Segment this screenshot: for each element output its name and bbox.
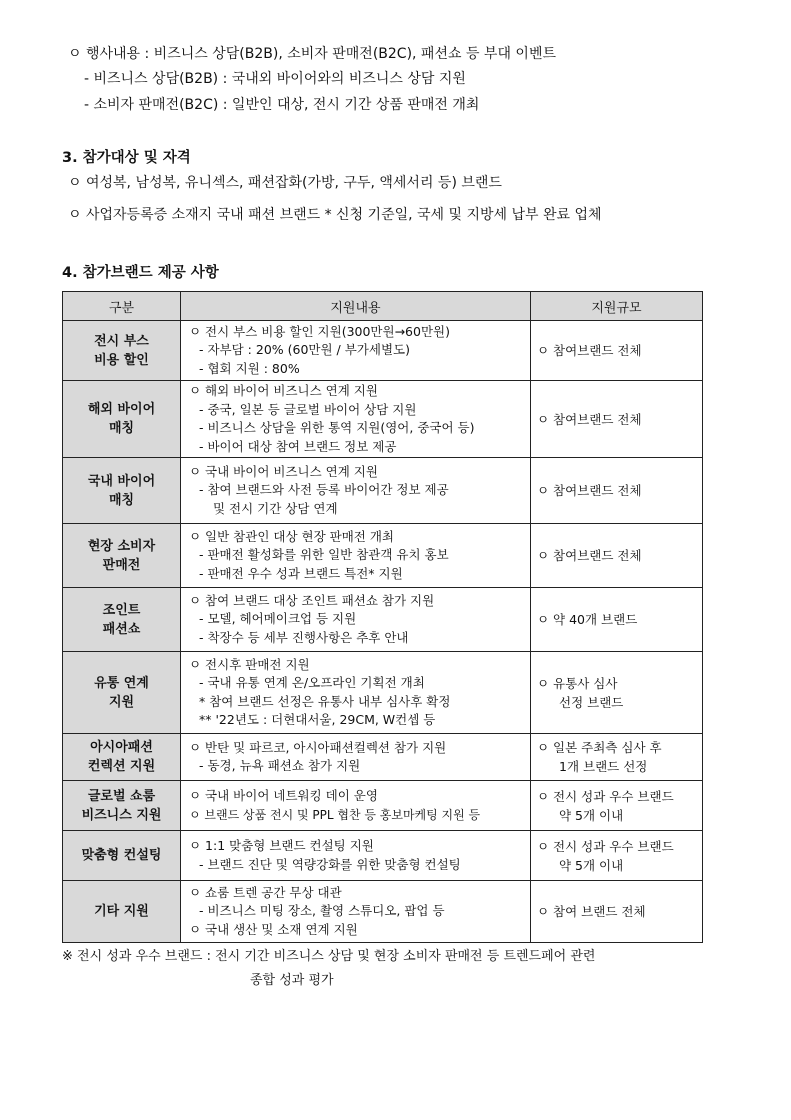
- content-line: ㅇ 1:1 맞춤형 브랜드 컨설팅 지원: [189, 838, 374, 853]
- scale-line: ㅇ 참여브랜드 전체: [537, 343, 642, 358]
- content-line: ㅇ 브랜드 상품 전시 및 PPL 협찬 등 홍보마케팅 지원 등: [189, 807, 481, 822]
- scale-line: 약 5개 이내: [559, 857, 624, 873]
- event-content-line: ㅇ 행사내용 : 비즈니스 상담(B2B), 소비자 판매전(B2C), 패션쇼 등 부대 이벤트: [68, 46, 556, 62]
- table-row: [63, 524, 703, 588]
- b2c-line: - 소비자 판매전(B2C) : 일반인 대상, 전시 기간 상품 판매전 개최: [84, 97, 480, 113]
- table-row: [63, 458, 703, 524]
- content-line: - 참여 브랜드와 사전 등록 바이어간 정보 제공: [199, 482, 449, 498]
- scale-line: ㅇ 참여브랜드 전체: [537, 483, 642, 498]
- row-content: [181, 734, 531, 781]
- content-line: ㅇ 국내 생산 및 소재 연계 지원: [189, 921, 358, 937]
- row-category: 맞춤형 컨설팅: [63, 831, 181, 881]
- row-content: [181, 524, 531, 588]
- content-line: - 자부담 : 20% (60만원 / 부가세별도): [199, 342, 410, 358]
- header-scale: 지원규모: [531, 292, 703, 321]
- row-scale: [531, 781, 703, 831]
- content-line: - 바이어 대상 참여 브랜드 정보 제공: [199, 438, 397, 454]
- row-scale: [531, 588, 703, 652]
- scale-line: ㅇ 약 40개 브랜드: [537, 612, 638, 627]
- table-row: [63, 831, 703, 881]
- footnote-line-2: 종합 성과 평가: [250, 973, 334, 988]
- scale-line: ㅇ 일본 주최측 심사 후: [537, 740, 662, 755]
- content-line: - 브랜드 진단 및 역량강화를 위한 맞춤형 컨설팅: [199, 856, 461, 872]
- row-scale: [531, 321, 703, 381]
- row-scale: [531, 881, 703, 943]
- content-line: - 비즈니스 미팅 장소, 촬영 스튜디오, 팝업 등: [199, 903, 445, 919]
- content-line: - 판매전 우수 성과 브랜드 특전* 지원: [199, 565, 403, 581]
- row-scale: [531, 734, 703, 781]
- content-line: ㅇ 해외 바이어 비즈니스 연계 지원: [189, 383, 378, 398]
- header-category: 구분: [63, 292, 181, 321]
- content-line: ㅇ 전시후 판매전 지원: [189, 656, 310, 672]
- scale-line: ㅇ 참여 브랜드 전체: [537, 904, 646, 919]
- row-category: 해외 바이어 매칭: [63, 381, 181, 458]
- table-header-row: [63, 292, 703, 321]
- content-line: ㅇ 반탄 및 파르코, 아시아패션컬렉션 참가 지원: [189, 739, 447, 755]
- row-category: 조인트 패션쇼: [63, 588, 181, 652]
- content-line: ㅇ 일반 참관인 대상 현장 판매전 개최: [189, 528, 394, 544]
- table-row: [63, 881, 703, 943]
- row-content: [181, 881, 531, 943]
- eligibility-item-2: ㅇ 사업자등록증 소재지 국내 패션 브랜드 * 신청 기준일, 국세 및 지방세 납부 완료 업체: [68, 207, 602, 223]
- content-line: - 착장수 등 세부 진행사항은 추후 안내: [199, 629, 409, 645]
- table-row: [63, 321, 703, 381]
- content-line: ㅇ 국내 바이어 비즈니스 연계 지원: [189, 463, 378, 479]
- content-line: ㅇ 참여 브랜드 대상 조인트 패션쇼 참가 지원: [189, 592, 435, 608]
- row-category: 아시아패션 컨렉션 지원: [63, 734, 181, 781]
- scale-line: 약 5개 이내: [559, 807, 624, 823]
- support-table: [62, 291, 703, 943]
- table-row: [63, 734, 703, 781]
- row-scale: [531, 458, 703, 524]
- row-scale: [531, 381, 703, 458]
- content-line: - 비즈니스 상담을 위한 통역 지원(영어, 중국어 등): [199, 420, 475, 435]
- content-line: * 참여 브랜드 선정은 유통사 내부 심사후 확정: [199, 693, 451, 709]
- content-line: ㅇ 국내 바이어 네트워킹 데이 운영: [189, 788, 378, 803]
- content-line: ** '22년도 : 더현대서울, 29CM, W컨셉 등: [199, 712, 436, 727]
- table-row: [63, 588, 703, 652]
- row-category: 국내 바이어 매칭: [63, 458, 181, 524]
- row-category: 유통 연계 지원: [63, 652, 181, 734]
- content-line: ㅇ 쇼룸 트렌 공간 무상 대관: [189, 884, 342, 900]
- scale-line: ㅇ 전시 성과 우수 브랜드: [537, 788, 674, 804]
- section4-title: 4. 참가브랜드 제공 사항: [62, 265, 219, 281]
- row-category: 글로벌 쇼룸 비즈니스 지원: [63, 781, 181, 831]
- row-content: [181, 588, 531, 652]
- content-line: - 모델, 헤어메이크업 등 지원: [199, 611, 357, 627]
- table-row: [63, 781, 703, 831]
- section3-title: 3. 참가대상 및 자격: [62, 150, 191, 166]
- content-line: 및 전시 기간 상담 연계: [213, 500, 338, 516]
- scale-line: ㅇ 전시 성과 우수 브랜드: [537, 838, 674, 854]
- row-content: [181, 831, 531, 881]
- scale-line: 1개 브랜드 선정: [559, 759, 648, 774]
- row-scale: [531, 831, 703, 881]
- content-line: - 국내 유통 연계 온/오프라인 기획전 개최: [199, 675, 425, 690]
- row-content: [181, 652, 531, 734]
- row-category: 기타 지원: [63, 881, 181, 943]
- row-category: 전시 부스 비용 할인: [63, 321, 181, 381]
- table-row: [63, 381, 703, 458]
- row-content: [181, 321, 531, 381]
- content-line: - 판매전 활성화를 위한 일반 참관객 유치 홍보: [199, 547, 449, 563]
- row-content: [181, 381, 531, 458]
- eligibility-item-1: ㅇ 여성복, 남성복, 유니섹스, 패션잡화(가방, 구두, 액세서리 등) 브랜드: [68, 175, 502, 191]
- row-scale: [531, 524, 703, 588]
- footnote-line-1: ※ 전시 성과 우수 브랜드 : 전시 기간 비즈니스 상담 및 현장 소비자 판매전 등 트렌드페어 관련: [62, 949, 596, 964]
- content-line: - 협회 지원 : 80%: [199, 360, 300, 376]
- b2b-line: - 비즈니스 상담(B2B) : 국내외 바이어와의 비즈니스 상담 지원: [84, 71, 466, 87]
- row-category: 현장 소비자 판매전: [63, 524, 181, 588]
- scale-line: 선정 브랜드: [559, 694, 624, 710]
- scale-line: ㅇ 참여브랜드 전체: [537, 411, 642, 427]
- scale-line: ㅇ 유통사 심사: [537, 675, 618, 691]
- content-line: - 동경, 뉴욕 패션쇼 참가 지원: [199, 758, 361, 773]
- scale-line: ㅇ 참여브랜드 전체: [537, 548, 642, 563]
- content-line: - 중국, 일본 등 글로벌 바이어 상담 지원: [199, 401, 417, 417]
- table-row: [63, 652, 703, 734]
- row-scale: [531, 652, 703, 734]
- content-line: ㅇ 전시 부스 비용 할인 지원(300만원→60만원): [189, 323, 450, 339]
- header-content: 지원내용: [181, 292, 531, 321]
- row-content: [181, 458, 531, 524]
- row-content: [181, 781, 531, 831]
